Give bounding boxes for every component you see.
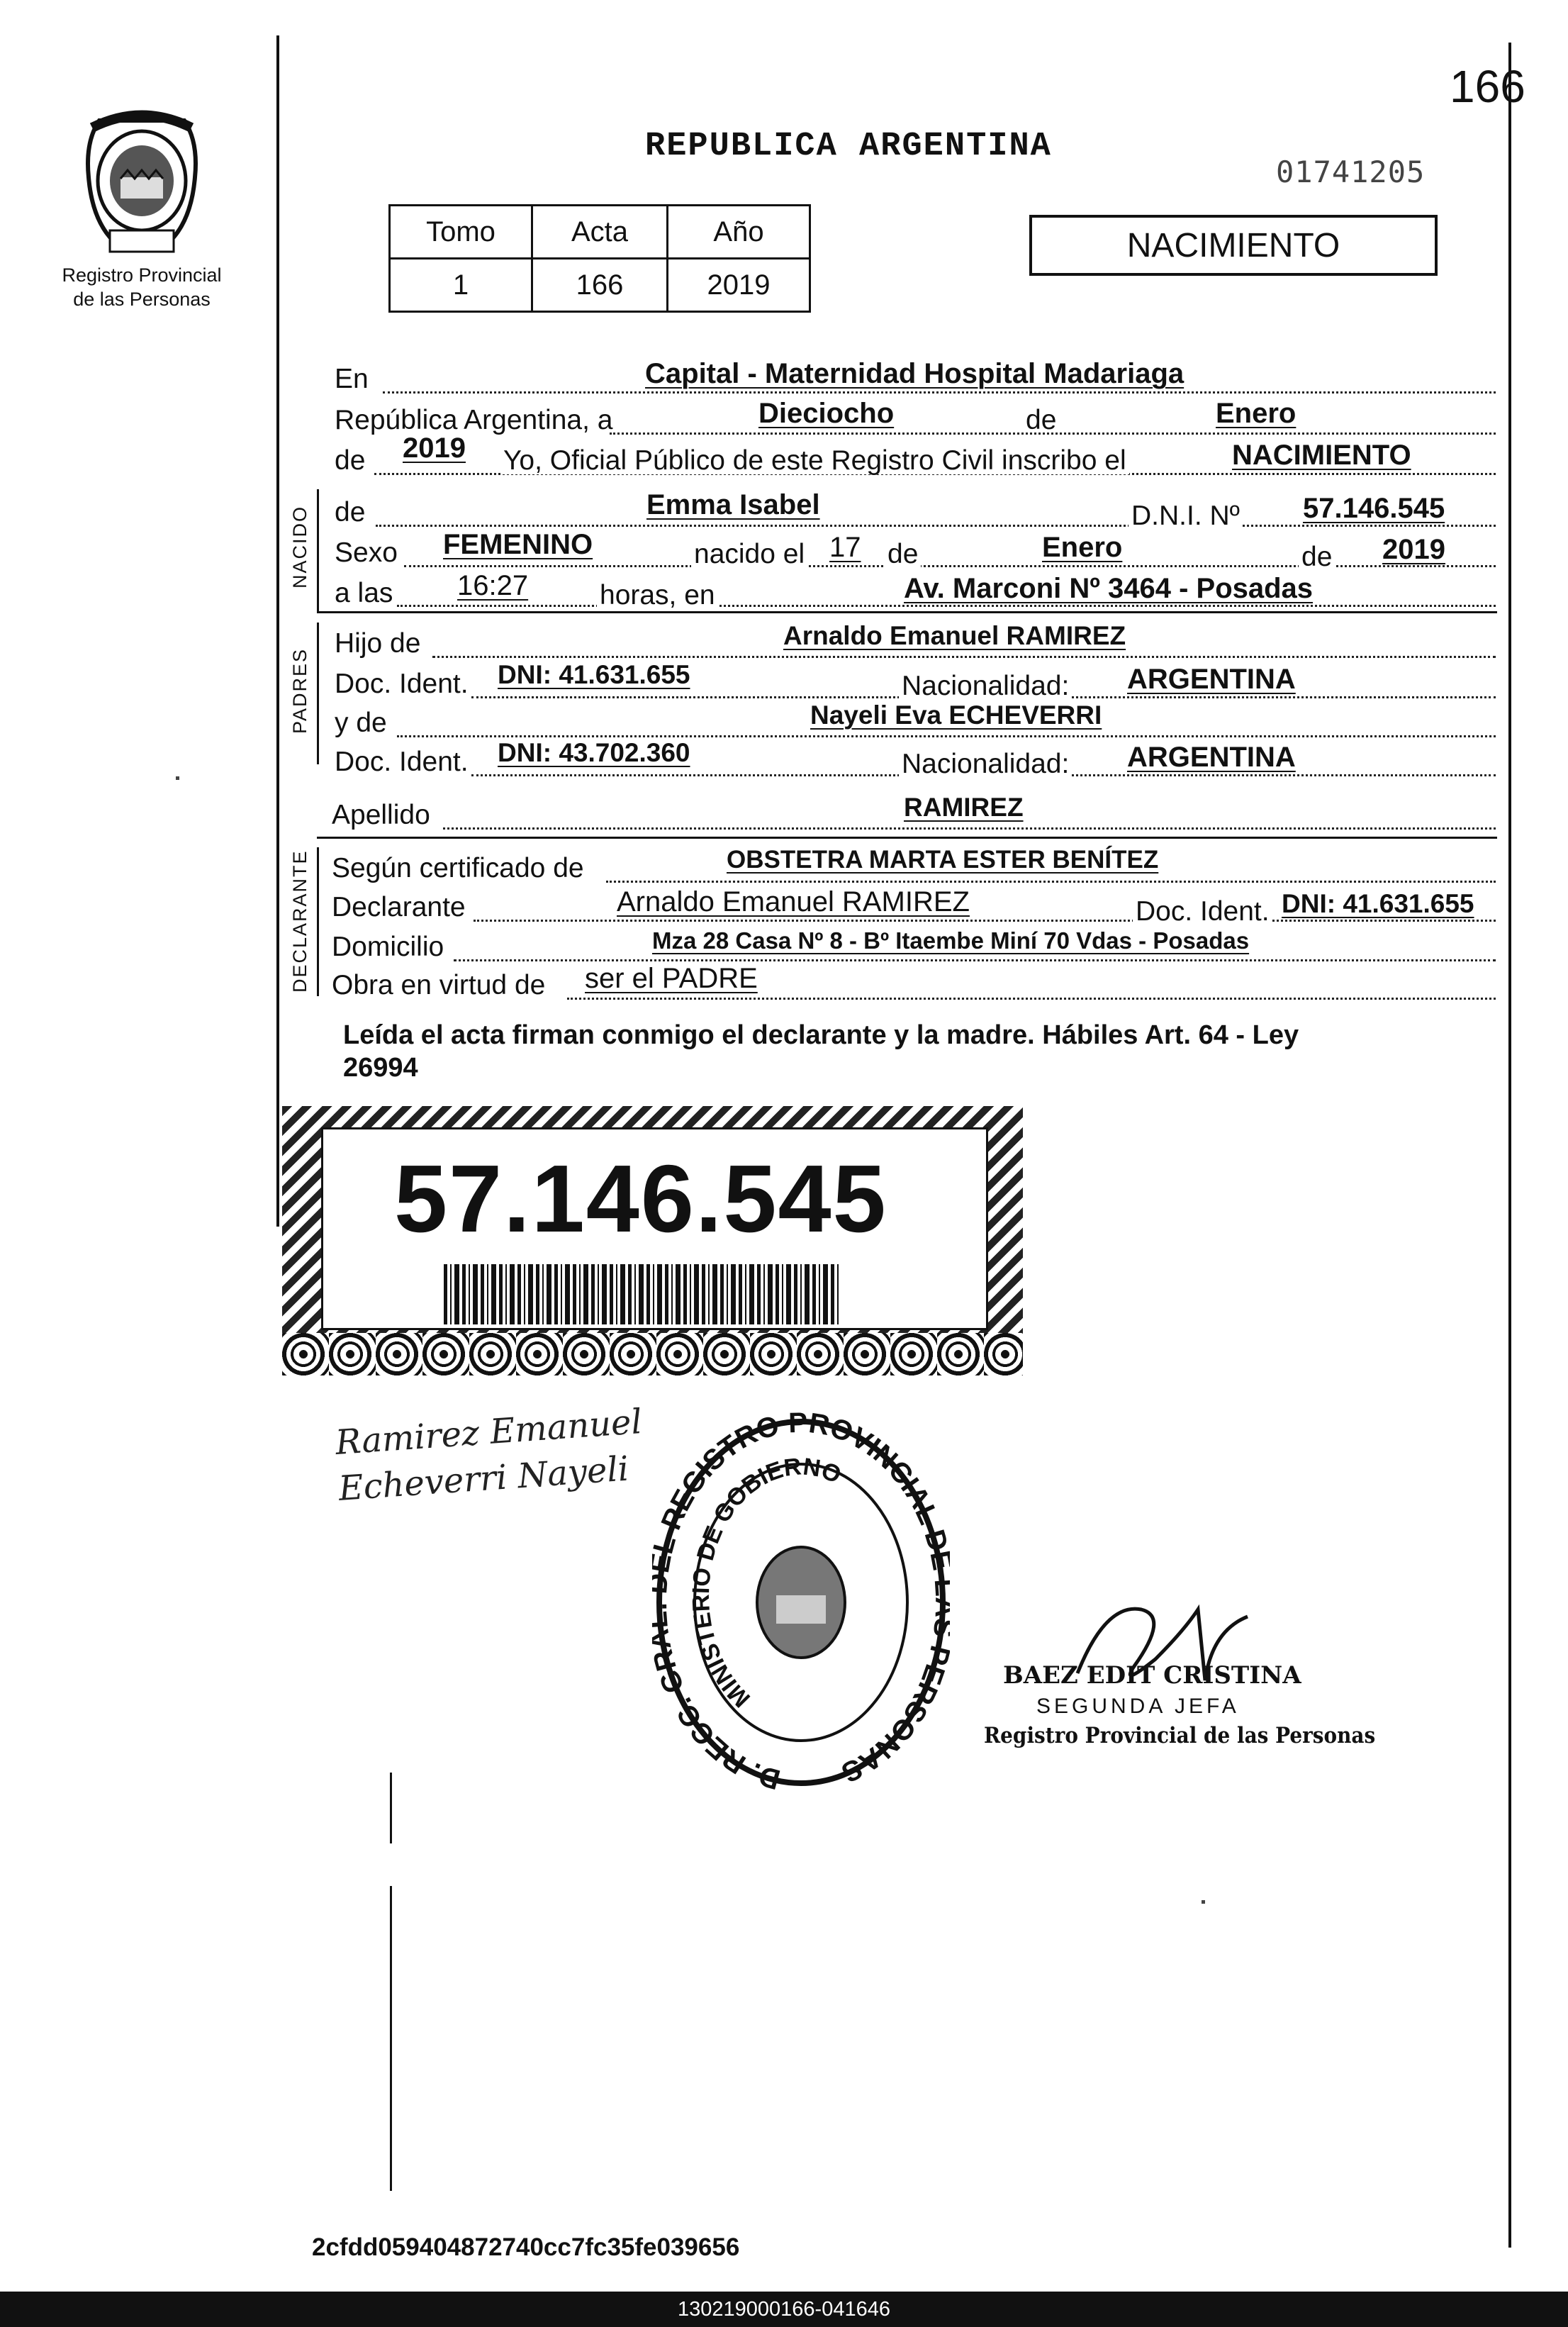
apellido-value: RAMIREZ — [904, 793, 1024, 822]
mother-doc: DNI: 43.702.360 — [498, 738, 690, 767]
province-logo — [71, 99, 213, 262]
obra-label: Obra en virtud de — [332, 970, 546, 1000]
registration-day: Dieciocho — [758, 398, 895, 429]
official-name: BAEZ EDIT CRISTINA — [1003, 1661, 1301, 1690]
certificado-label: Según certificado de — [332, 853, 584, 883]
header-anio: Año — [668, 206, 810, 259]
signature-mother: Echeverri Nayeli — [337, 1449, 630, 1509]
mother-name: Nayeli Eva ECHEVERRI — [810, 701, 1102, 730]
de-label-1: de — [1026, 405, 1057, 435]
nacido-bracket — [317, 489, 319, 613]
registration-year: 2019 — [403, 433, 466, 464]
en-label: En — [335, 364, 369, 394]
nacido-separator — [317, 611, 1497, 613]
sticker-inner — [321, 1127, 988, 1330]
sticker-dni-number: 57.146.545 — [394, 1145, 887, 1252]
horas-label: horas, en — [597, 581, 718, 609]
mother-doc-label: Doc. Ident. — [335, 747, 469, 777]
nacido-el-label: nacido el — [691, 540, 807, 568]
child-name: Emma Isabel — [646, 489, 820, 520]
page-number: 166 — [1450, 61, 1525, 112]
sticker-pattern-strip — [282, 1333, 1023, 1375]
birth-time: 16:27 — [457, 570, 529, 601]
sticker-barcode — [444, 1264, 841, 1324]
closing-note — [343, 1020, 1299, 1084]
registration-month: Enero — [1216, 398, 1297, 429]
apellido-separator — [317, 837, 1497, 839]
declarante-bracket — [317, 847, 319, 996]
obra-value: ser el PADRE — [585, 963, 758, 994]
official-role: SEGUNDA JEFA — [1036, 1695, 1240, 1718]
father-name: Arnaldo Emanuel RAMIREZ — [783, 621, 1126, 650]
birth-place: Capital - Maternidad Hospital Madariaga — [645, 358, 1185, 389]
declarante-doc: DNI: 41.631.655 — [1282, 889, 1474, 918]
birth-year: 2019 — [1382, 534, 1445, 565]
birth-month: Enero — [1042, 532, 1123, 563]
nacido-de-label-2: de — [885, 540, 921, 568]
a-las-label: a las — [335, 578, 393, 608]
parent-signatures — [334, 1399, 646, 1512]
certificate-issuer: OBSTETRA MARTA ESTER BENÍTEZ — [727, 846, 1159, 874]
padres-label: PADRES — [289, 647, 310, 734]
document-type: NACIMIENTO — [1126, 226, 1340, 264]
father-doc: DNI: 41.631.655 — [498, 660, 690, 689]
value-tomo: 1 — [390, 259, 532, 312]
left-border-lower-2 — [390, 1886, 392, 2191]
de-label-2: de — [335, 445, 366, 476]
father-nationality: ARGENTINA — [1127, 664, 1296, 695]
signature-father: Ramirez Emanuel — [334, 1402, 644, 1463]
closing-note-line2: 26994 — [343, 1052, 418, 1083]
declarante-name-label: Declarante — [332, 892, 466, 922]
y-de-label: y de — [335, 708, 387, 738]
logo-caption-line1: Registro Provincial — [62, 264, 222, 286]
father-nationality-label: Nacionalidad: — [899, 672, 1072, 700]
header-acta: Acta — [532, 206, 668, 259]
apellido-label: Apellido — [332, 800, 430, 830]
registry-table — [388, 204, 811, 313]
speck-1 — [176, 776, 179, 780]
mother-nationality-label: Nacionalidad: — [899, 750, 1072, 778]
sexo-label: Sexo — [335, 537, 398, 568]
act-type: NACIMIENTO — [1232, 440, 1411, 471]
declarante-label: DECLARANTE — [289, 849, 310, 993]
left-border-lower — [390, 1773, 392, 1843]
document-hash: 2cfdd059404872740cc7fc35fe039656 — [312, 2233, 740, 2261]
footer-code: 130219000166-041646 — [678, 2297, 890, 2321]
child-dni: 57.146.545 — [1303, 493, 1445, 524]
dni-label: D.N.I. Nº — [1129, 502, 1243, 530]
logo-caption-line2: de las Personas — [73, 288, 211, 310]
seal-inner-text: MINISTERIO DE GOBIERNO — [687, 1453, 845, 1713]
province-shield-icon — [71, 99, 213, 262]
header-tomo: Tomo — [390, 206, 532, 259]
registry-value-row — [390, 259, 810, 312]
mother-nationality: ARGENTINA — [1127, 742, 1296, 773]
birth-day: 17 — [829, 532, 861, 563]
value-acta: 166 — [532, 259, 668, 312]
declarante-doc-label: Doc. Ident. — [1133, 898, 1272, 925]
speck-2 — [1202, 1900, 1205, 1904]
official-seal — [652, 1411, 950, 1794]
seal-icon — [652, 1411, 950, 1794]
left-border — [276, 35, 279, 1227]
father-doc-label: Doc. Ident. — [335, 669, 469, 699]
hijo-de-label: Hijo de — [335, 628, 421, 659]
declarante-domicilio: Mza 28 Casa Nº 8 - Bº Itaembe Miní 70 Vdas - Posadas — [652, 927, 1250, 954]
nacido-label: NACIDO — [289, 505, 310, 588]
document-type-box — [1029, 215, 1438, 276]
official-org: Registro Provincial de las Personas — [984, 1723, 1376, 1748]
birth-address: Av. Marconi Nº 3464 - Posadas — [904, 573, 1314, 604]
domicilio-label: Domicilio — [332, 932, 444, 962]
registry-header-row — [390, 206, 810, 259]
seal-outer-text: D. RECC. G REGISTRO PROVINCIAL ERSONAS — [653, 1411, 950, 1794]
value-anio: 2019 — [668, 259, 810, 312]
republica-label: República Argentina, a — [335, 405, 613, 435]
closing-note-line1: Leída el acta firman conmigo el declarante y la madre. Hábiles Art. 64 - Ley — [343, 1020, 1299, 1050]
declarante-name: Arnaldo Emanuel RAMIREZ — [617, 886, 970, 917]
country-title: REPUBLICA ARGENTINA — [645, 128, 1052, 165]
oficial-text: Yo, Oficial Público de este Registro Civil inscribo el — [500, 447, 1129, 474]
dni-sticker — [282, 1106, 1023, 1375]
footer-bar — [0, 2292, 1568, 2327]
padres-bracket — [317, 623, 319, 764]
serial-number: 01741205 — [1276, 155, 1426, 189]
nacido-de-label: de — [335, 497, 366, 528]
logo-caption — [43, 264, 241, 312]
nacido-de-label-3: de — [1299, 543, 1335, 571]
child-sex: FEMENINO — [443, 529, 593, 560]
right-border — [1508, 43, 1511, 2248]
